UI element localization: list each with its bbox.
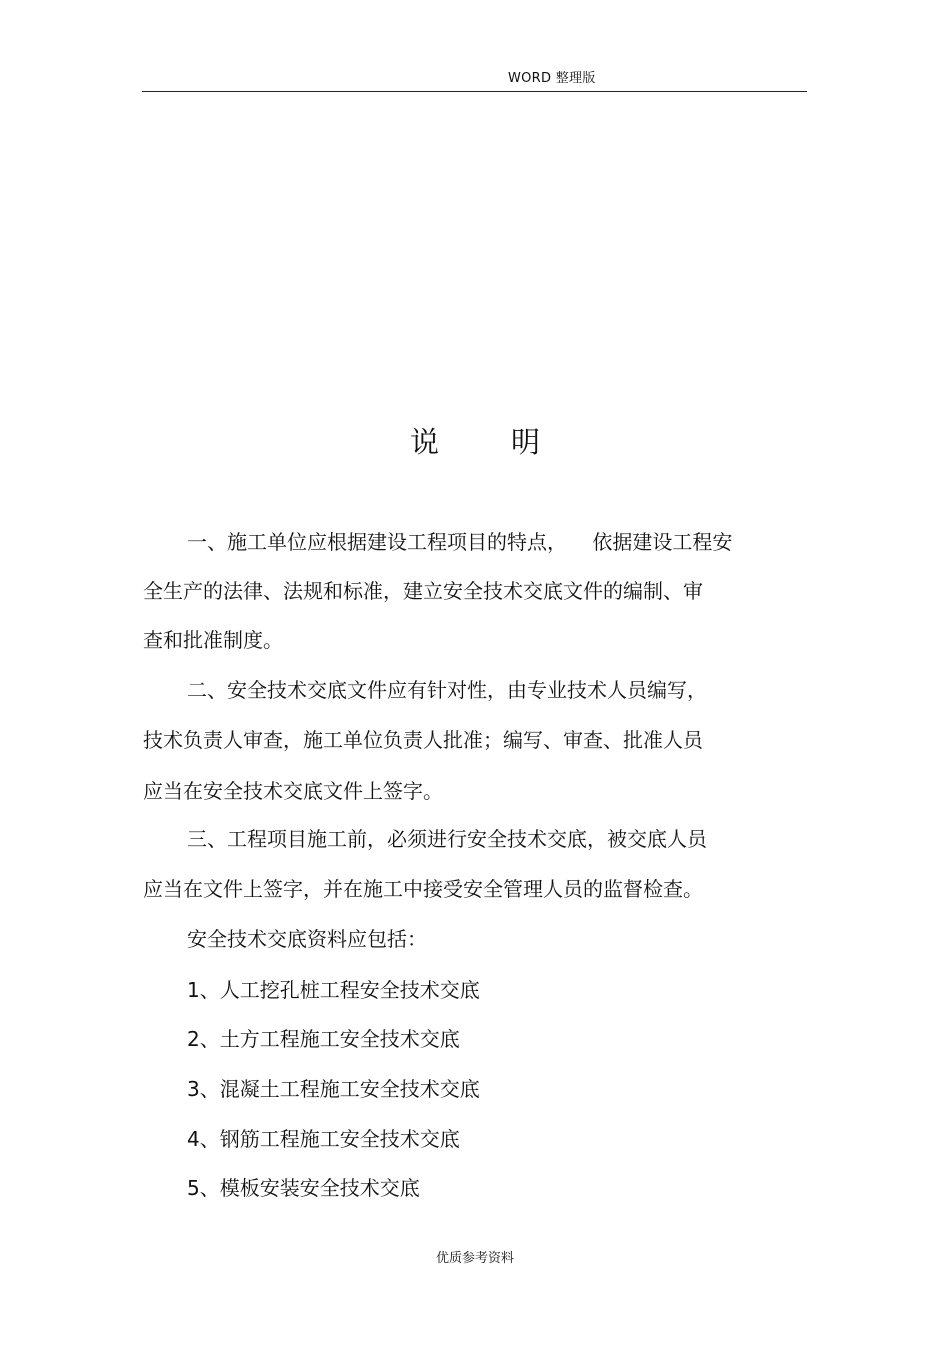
list-item: 1、人工挖孔桩工程安全技术交底: [187, 978, 480, 1002]
header-label: WORD 整理版: [508, 71, 596, 86]
list-item: 4、钢筋工程施工安全技术交底: [187, 1127, 460, 1151]
list-intro: 安全技术交底资料应包括：: [187, 927, 427, 951]
paragraph-2-line-3: 应当在安全技术交底文件上签字。: [143, 779, 443, 803]
paragraph-1-line-1: 一、施工单位应根据建设工程项目的特点， 依据建设工程安: [187, 530, 733, 554]
paragraph-2-line-2: 技术负责人审查，施工单位负责人批准；编写、审查、批准人员: [143, 728, 703, 752]
page-footer: 优质参考资料: [435, 1251, 514, 1266]
list-item: 5、模板安装安全技术交底: [187, 1176, 420, 1200]
paragraph-1-line-2: 全生产的法律、法规和标准，建立安全技术交底文件的编制、审: [143, 579, 703, 603]
list-item: 2、土方工程施工安全技术交底: [187, 1027, 460, 1051]
paragraph-3-line-1: 三、工程项目施工前，必须进行安全技术交底，被交底人员: [187, 827, 707, 851]
document-title: [0, 420, 950, 464]
paragraph-2-line-1: 二、安全技术交底文件应有针对性，由专业技术人员编写，: [187, 678, 707, 702]
header-divider: [142, 91, 807, 92]
title-char-1: 说: [409, 425, 439, 459]
paragraph-3-line-2: 应当在文件上签字，并在施工中接受安全管理人员的监督检查。: [143, 877, 703, 901]
title-char-2: 明: [511, 425, 541, 459]
list-item: 3、混凝土工程施工安全技术交底: [187, 1077, 480, 1101]
paragraph-1-line-3: 查和批准制度。: [143, 628, 283, 652]
